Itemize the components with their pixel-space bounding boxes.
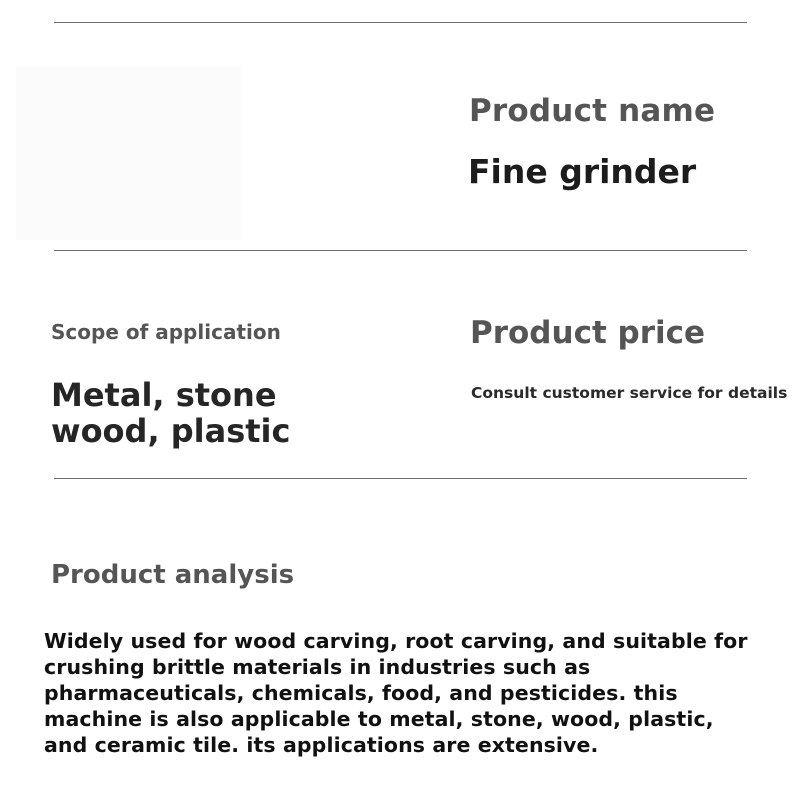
scope-value: Metal, stone wood, plastic bbox=[51, 376, 291, 450]
divider-middle bbox=[54, 250, 747, 251]
product-analysis-text: Widely used for wood carving, root carving, and suitable for crushing brittle materials in industries such as pharmaceuticals, chemicals, food, and pesticides. this machine is also applicable to metal, stone, wood, plastic, and ceramic tile. its applications are extensive. bbox=[44, 629, 748, 757]
scope-label: Scope of application bbox=[51, 320, 281, 344]
divider-top bbox=[54, 22, 747, 23]
product-price-label: Product price bbox=[470, 315, 706, 351]
product-image bbox=[16, 66, 241, 240]
product-name-value: Fine grinder bbox=[468, 152, 697, 191]
product-name-label: Product name bbox=[469, 93, 716, 129]
divider-bottom bbox=[54, 478, 747, 479]
product-analysis-label: Product analysis bbox=[51, 560, 295, 590]
product-price-value: Consult customer service for details bbox=[471, 384, 788, 402]
